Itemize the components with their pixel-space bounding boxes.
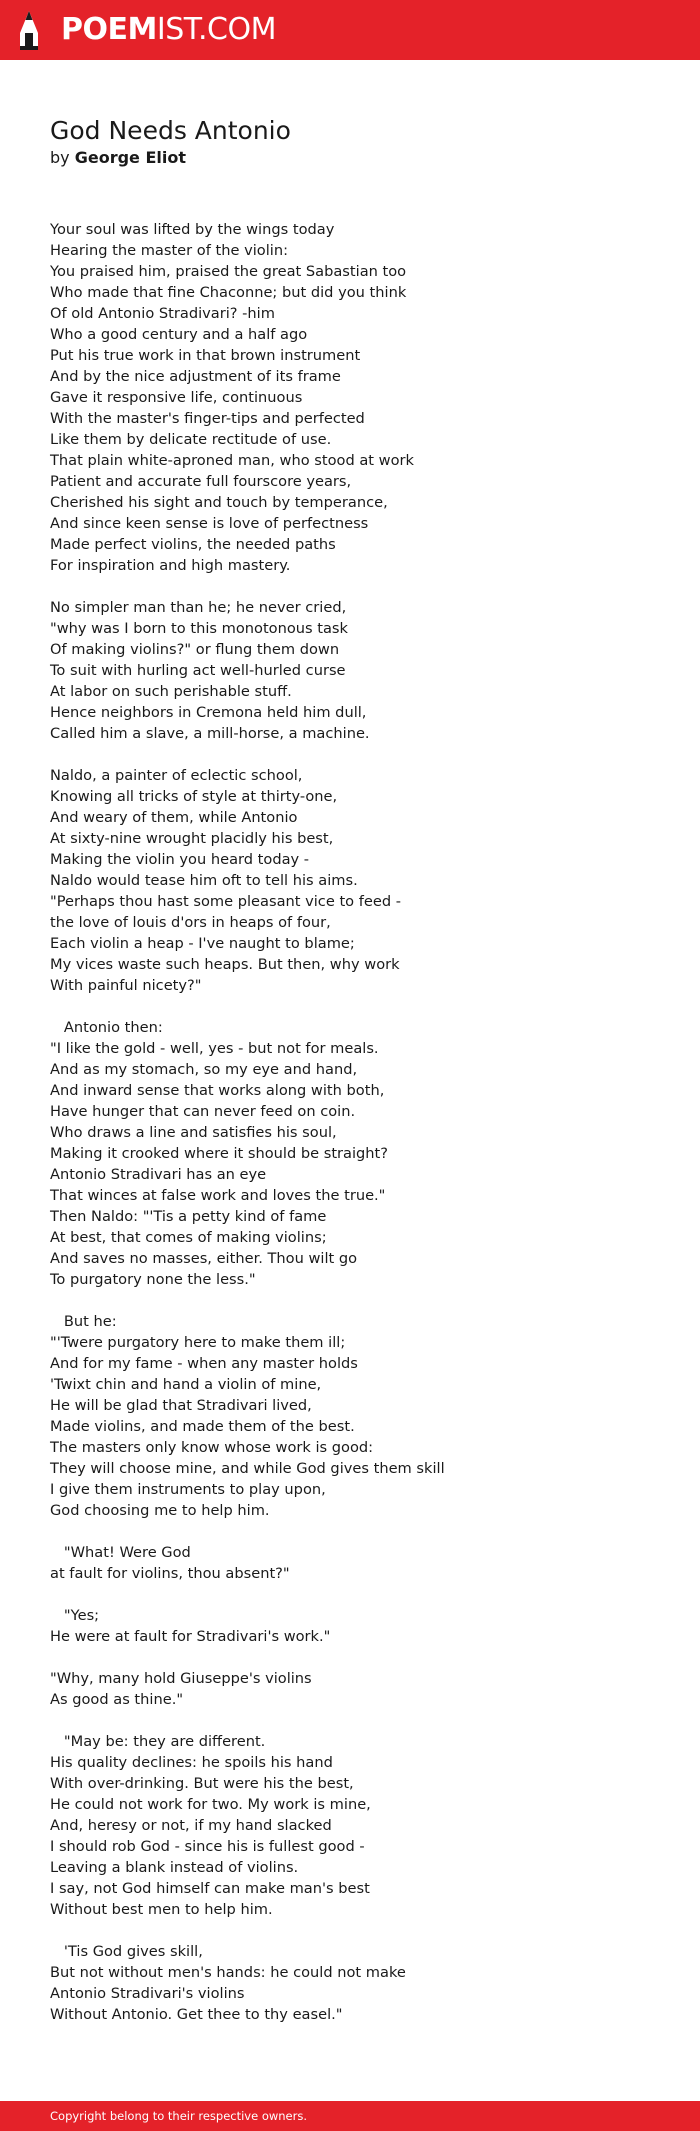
logo-text-bold: POEM	[61, 12, 157, 47]
poem-line: Who draws a line and satisfies his soul,	[50, 1124, 337, 1141]
poem-line: I give them instruments to play upon,	[50, 1481, 326, 1498]
poem-author: George Eliot	[74, 148, 186, 167]
poem-line: For inspiration and high mastery.	[50, 557, 291, 574]
poem-line: And saves no masses, either. Thou wilt go	[50, 1250, 358, 1267]
poem-line: Antonio then:	[50, 1019, 163, 1036]
stanza-break	[50, 1521, 670, 1542]
poem-line: Of making violins?" or flung them down	[50, 641, 340, 658]
stanza-break	[50, 1920, 670, 1941]
poem-line: "Yes;	[50, 1607, 100, 1624]
poem-line: Making the violin you heard today -	[50, 851, 310, 868]
poem-line: At labor on such perishable stuff.	[50, 683, 292, 700]
poem-line: Making it crooked where it should be straight?	[50, 1145, 389, 1162]
poem-line: 'Tis God gives skill,	[50, 1943, 203, 1960]
poem-line: And inward sense that works along with both,	[50, 1082, 385, 1099]
poem-line: With over-drinking. But were his the best,	[50, 1775, 354, 1792]
poem-line: Called him a slave, a mill-horse, a machine.	[50, 725, 370, 742]
poem-line: To purgatory none the less."	[50, 1271, 256, 1288]
poem-line: Have hunger that can never feed on coin.	[50, 1103, 356, 1120]
poem-line: He will be glad that Stradivari lived,	[50, 1397, 312, 1414]
stanza-break	[50, 1647, 670, 1668]
poem-line: Who a good century and a half ago	[50, 326, 308, 343]
poem-line: Knowing all tricks of style at thirty-one,	[50, 788, 338, 805]
poem-line: They will choose mine, and while God gives them skill	[50, 1460, 445, 1477]
stanza-break	[50, 1290, 670, 1311]
poem-byline	[50, 147, 186, 169]
poem-line: And by the nice adjustment of its frame	[50, 368, 341, 385]
poem-line: Made perfect violins, the needed paths	[50, 536, 336, 553]
poem-line: "'Twere purgatory here to make them ill;	[50, 1334, 346, 1351]
pencil-icon[interactable]	[16, 9, 42, 51]
poem-line: Hence neighbors in Cremona held him dull,	[50, 704, 367, 721]
poem-line: His quality declines: he spoils his hand	[50, 1754, 333, 1771]
poem-line: at fault for violins, thou absent?"	[50, 1565, 290, 1582]
poem-line: Antonio Stradivari has an eye	[50, 1166, 267, 1183]
poem-line: "I like the gold - well, yes - but not for meals.	[50, 1040, 379, 1057]
stanza-break	[50, 576, 670, 597]
poem-line: Without best men to help him.	[50, 1901, 273, 1918]
poem-line: Antonio Stradivari's violins	[50, 1985, 245, 2002]
poem-line: Of old Antonio Stradivari? -him	[50, 305, 275, 322]
poem-line: I say, not God himself can make man's best	[50, 1880, 370, 1897]
logo-text-light: IST.COM	[156, 12, 276, 47]
poem-line: No simpler man than he; he never cried,	[50, 599, 347, 616]
poem-line: 'Twixt chin and hand a violin of mine,	[50, 1376, 322, 1393]
poem-line: God choosing me to help him.	[50, 1502, 270, 1519]
poem-line: Patient and accurate full fourscore years,	[50, 473, 352, 490]
poem-line: "What! Were God	[50, 1544, 191, 1561]
poem-line: I should rob God - since his is fullest good -	[50, 1838, 365, 1855]
poem-line: "May be: they are different.	[50, 1733, 266, 1750]
poem-line: With the master's finger-tips and perfected	[50, 410, 365, 427]
poem-line: Cherished his sight and touch by temperance,	[50, 494, 388, 511]
stanza-break	[50, 996, 670, 1017]
poem-line: My vices waste such heaps. But then, why work	[50, 956, 400, 973]
poem-line: Naldo, a painter of eclectic school,	[50, 767, 303, 784]
poem-line: Gave it responsive life, continuous	[50, 389, 303, 406]
poem-line: That plain white-aproned man, who stood at work	[50, 452, 414, 469]
poem-line: And for my fame - when any master holds	[50, 1355, 358, 1372]
poem-line: You praised him, praised the great Sabastian too	[50, 263, 407, 280]
poem-line: At sixty-nine wrought placidly his best,	[50, 830, 334, 847]
poem-line: the love of louis d'ors in heaps of four,	[50, 914, 331, 931]
poem-line: Put his true work in that brown instrument	[50, 347, 361, 364]
stanza-break	[50, 1710, 670, 1731]
stanza-break	[50, 1584, 670, 1605]
poem-line: Who made that fine Chaconne; but did you think	[50, 284, 407, 301]
poem-line: At best, that comes of making violins;	[50, 1229, 327, 1246]
poem-line: And, heresy or not, if my hand slacked	[50, 1817, 332, 1834]
poem-line: The masters only know whose work is good:	[50, 1439, 374, 1456]
poem-line: "why was I born to this monotonous task	[50, 620, 348, 637]
poem-line: To suit with hurling act well-hurled curse	[50, 662, 346, 679]
poem-title: God Needs Antonio	[50, 116, 291, 145]
poem-line: But he:	[50, 1313, 117, 1330]
poem-line: Hearing the master of the violin:	[50, 242, 288, 259]
stanza-break	[50, 744, 670, 765]
poem-line: But not without men's hands: he could not make	[50, 1964, 406, 1981]
poem-line: Your soul was lifted by the wings today	[50, 221, 335, 238]
poem-line: He could not work for two. My work is mine,	[50, 1796, 371, 1813]
poem-line: Then Naldo: "'Tis a petty kind of fame	[50, 1208, 327, 1225]
poem-line: And weary of them, while Antonio	[50, 809, 298, 826]
poem-line: As good as thine."	[50, 1691, 184, 1708]
site-logo-link[interactable]	[61, 10, 276, 50]
byline-prefix: by	[50, 148, 70, 167]
poem-line: With painful nicety?"	[50, 977, 202, 994]
poem-line: Leaving a blank instead of violins.	[50, 1859, 299, 1876]
poem-line: And as my stomach, so my eye and hand,	[50, 1061, 358, 1078]
poem-line: He were at fault for Stradivari's work."	[50, 1628, 331, 1645]
poem-line: "Why, many hold Giuseppe's violins	[50, 1670, 312, 1687]
copyright-notice: Copyright belong to their respective owners.	[50, 2109, 308, 2123]
poem-line: Made violins, and made them of the best.	[50, 1418, 355, 1435]
poem-line: Like them by delicate rectitude of use.	[50, 431, 332, 448]
poem-line: Each violin a heap - I've naught to blame;	[50, 935, 355, 952]
poem-line: Without Antonio. Get thee to thy easel."	[50, 2006, 343, 2023]
poem-line: Naldo would tease him oft to tell his aims.	[50, 872, 358, 889]
site-header	[0, 0, 700, 60]
poem-line: That winces at false work and loves the true."	[50, 1187, 386, 1204]
poem-line: And since keen sense is love of perfectness	[50, 515, 369, 532]
poem-line: "Perhaps thou hast some pleasant vice to feed -	[50, 893, 402, 910]
poem-body	[50, 219, 670, 2025]
site-footer	[0, 2101, 700, 2131]
